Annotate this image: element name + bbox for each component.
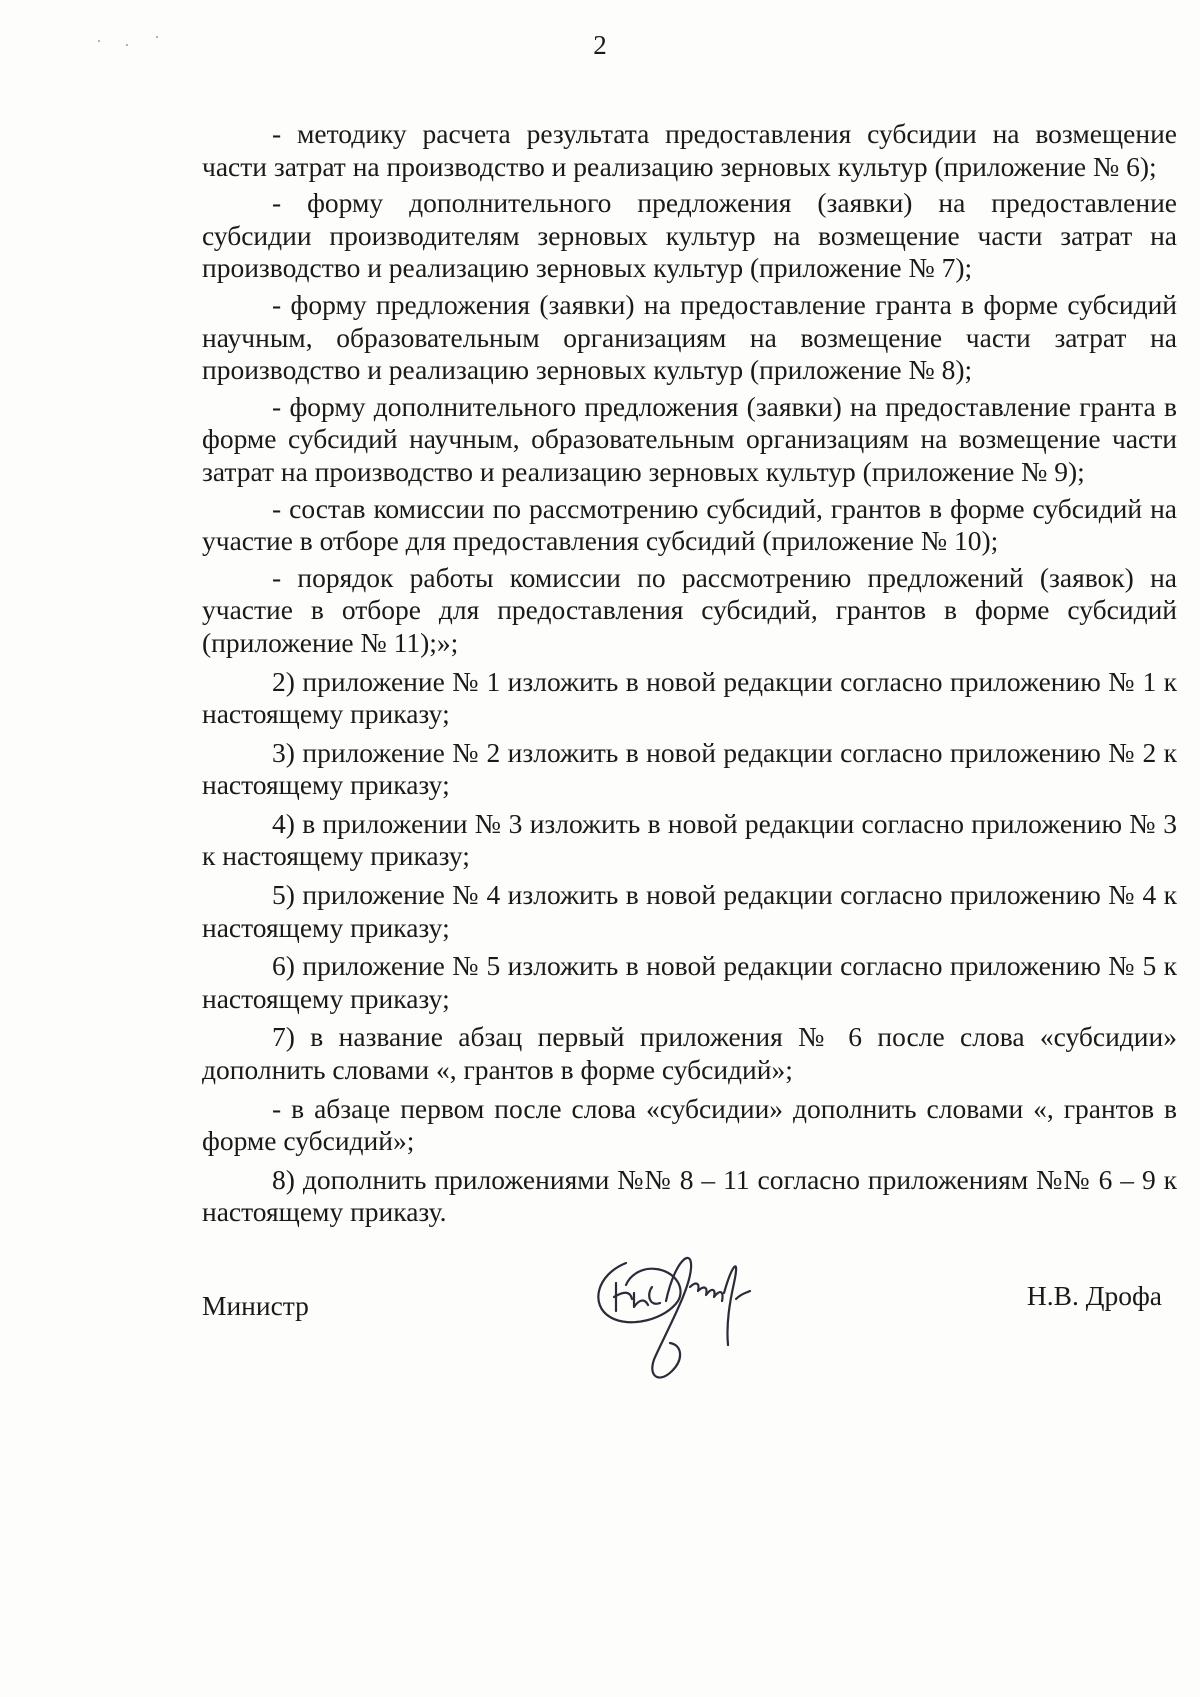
paragraph: 6) приложение № 5 изложить в новой редакции согласно приложению № 5 к настоящему приказу; — [202, 950, 1177, 1014]
paragraph: 4) в приложении № 3 изложить в новой редакции согласно приложению № 3 к настоящему приказу; — [202, 807, 1177, 872]
page-number: 2 — [593, 30, 607, 60]
paragraph: - форму дополнительного предложения (заявки) на предоставление гранта в форме субсидий научным, образовательным организациям на возмещение части затрат на производство и реализацию зерновых культур (приложение № 9); — [202, 390, 1177, 487]
paragraph: 8) дополнить приложениями №№ 8 – 11 согласно приложениям №№ 6 – 9 к настоящему приказу. — [202, 1163, 1177, 1228]
paragraph: - методику расчета результата предоставления субсидии на возмещение части затрат на производство и реализацию зерновых культур (приложение № 6); — [202, 118, 1177, 182]
handwritten-signature — [586, 1235, 766, 1395]
signer-name: Н.В. Дрофа — [1026, 1280, 1162, 1311]
document-body — [202, 118, 1177, 1229]
paragraph: 7) в название абзац первый приложения № 6 после слова «субсидии» дополнить словами «, грантов в форме субсидий»; — [202, 1021, 1177, 1086]
paragraph: 2) приложение № 1 изложить в новой редакции согласно приложению № 1 к настоящему приказу; — [202, 665, 1177, 730]
signer-title: Министр — [202, 1290, 309, 1321]
paragraph: - форму предложения (заявки) на предоставление гранта в форме субсидий научным, образовательным организациям на возмещение части затрат на производство и реализацию зерновых культур (приложение № 8); — [202, 288, 1177, 386]
paragraph: 5) приложение № 4 изложить в новой редакции согласно приложению № 4 к настоящему приказу; — [202, 879, 1177, 943]
paragraph: - в абзаце первом после слова «субсидии» дополнить словами «, грантов в форме субсидий»; — [202, 1092, 1177, 1157]
paragraph: - форму дополнительного предложения (заявки) на предоставление субсидии производителям зерновых культур на возмещение части затрат на производство и реализацию зерновых культур (приложение № 7); — [202, 187, 1177, 284]
paragraph: - состав комиссии по рассмотрению субсидий, грантов в форме субсидий на участие в отборе для предоставления субсидий (приложение № 10); — [202, 492, 1177, 557]
paragraph: - порядок работы комиссии по рассмотрению предложений (заявок) на участие в отборе для предоставления субсидий, грантов в форме субсидий (приложение № 11);»; — [202, 561, 1177, 658]
paragraph: 3) приложение № 2 изложить в новой редакции согласно приложению № 2 к настоящему приказу; — [202, 736, 1177, 801]
